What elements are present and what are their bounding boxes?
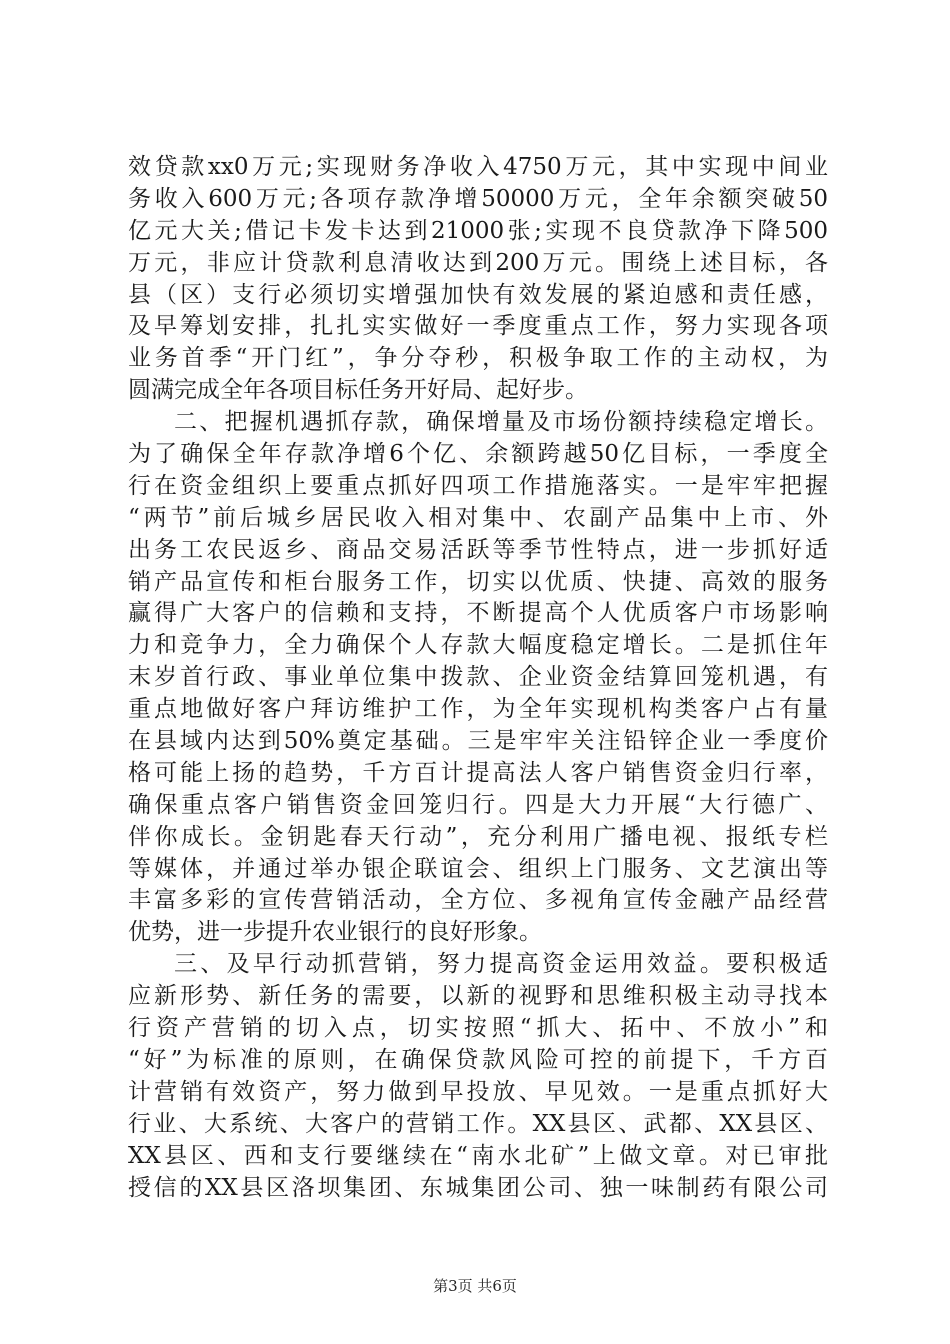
text-line-12: “两节”前后城乡居民收入相对集中、农副产品集中上市、外: [128, 504, 828, 531]
text-line-20: 格可能上扬的趋势，千方百计提高法人客户销售资金归行率，: [128, 759, 828, 786]
text-line-18: 重点地做好客户拜访维护工作，为全年实现机构类客户占有量: [128, 696, 828, 723]
text-line-6: 及早筹划安排，扎扎实实做好一季度重点工作，努力实现各项: [128, 313, 828, 340]
text-line-2: 务收入600万元;各项存款净增50000万元，全年余额突破50: [128, 185, 828, 212]
text-line-11: 行在资金组织上要重点抓好四项工作措施落实。一是牢牢把握: [128, 472, 828, 499]
text-line-5: 县（区）支行必须切实增强加快有效发展的紧迫感和责任感，: [128, 281, 828, 308]
text-line-29: “好”为标准的原则，在确保贷款风险可控的前提下，千方百: [128, 1046, 828, 1073]
text-line-27: 应新形势、新任务的需要，以新的视野和思维积极主动寻找本: [128, 983, 828, 1010]
text-line-10: 为了确保全年存款净增6个亿、余额跨越50亿目标，一季度全: [128, 441, 828, 468]
text-line-32: XX县区、西和支行要继续在“南水北矿”上做文章。对已审批: [128, 1142, 828, 1169]
text-line-15: 赢得广大客户的信赖和支持，不断提高个人优质客户市场影响: [128, 600, 828, 627]
text-line-4: 万元，非应计贷款利息清收达到200万元。围绕上述目标，各: [128, 249, 828, 276]
section-heading-3: 三、及早行动抓营销，努力提高资金运用效益。要积极适: [174, 951, 828, 978]
text-line-23: 等媒体，并通过举办银企联谊会、组织上门服务、文艺演出等: [128, 855, 828, 882]
text-line-19: 在县域内达到50%奠定基础。三是牢牢关注铅锌企业一季度价: [128, 728, 828, 755]
text-line-25: 优势，进一步提升农业银行的良好形象。: [128, 919, 542, 946]
text-line-21: 确保重点客户销售资金回笼归行。四是大力开展“大行德广、: [128, 791, 828, 818]
text-line-16: 力和竞争力，全力确保个人存款大幅度稳定增长。二是抓住年: [128, 632, 828, 659]
text-line-22: 伴你成长。金钥匙春天行动”，充分利用广播电视、报纸专栏: [128, 823, 828, 850]
text-line-17: 末岁首行政、事业单位集中拨款、企业资金结算回笼机遇，有: [128, 664, 828, 691]
text-line-33: 授信的XX县区洛坝集团、东城集团公司、独一味制药有限公司: [128, 1174, 828, 1201]
text-line-31: 行业、大系统、大客户的营销工作。XX县区、武都、XX县区、: [128, 1110, 828, 1137]
text-line-8: 圆满完成全年各项目标任务开好局、起好步。: [128, 377, 588, 404]
text-line-13: 出务工农民返乡、商品交易活跃等季节性特点，进一步抓好适: [128, 536, 828, 563]
text-line-3: 亿元大关;借记卡发卡达到21000张;实现不良贷款净下降500: [128, 217, 828, 244]
text-line-7: 业务首季“开门红”，争分夺秒，积极争取工作的主动权，为: [128, 345, 828, 372]
text-line-24: 丰富多彩的宣传营销活动，全方位、多视角宣传金融产品经营: [128, 887, 828, 914]
text-line-14: 销产品宣传和柜台服务工作，切实以优质、快捷、高效的服务: [128, 568, 828, 595]
text-line-30: 计营销有效资产，努力做到早投放、早见效。一是重点抓好大: [128, 1078, 828, 1105]
page-number-footer: 第3页 共6页: [433, 1277, 517, 1295]
text-line-1: 效贷款xx0万元;实现财务净收入4750万元，其中实现中间业: [128, 154, 828, 180]
document-body: [128, 152, 828, 1204]
section-heading-2: 二、把握机遇抓存款，确保增量及市场份额持续稳定增长。: [174, 409, 828, 436]
text-line-28: 行资产营销的切入点，切实按照“抓大、拓中、不放小”和: [128, 1015, 828, 1042]
